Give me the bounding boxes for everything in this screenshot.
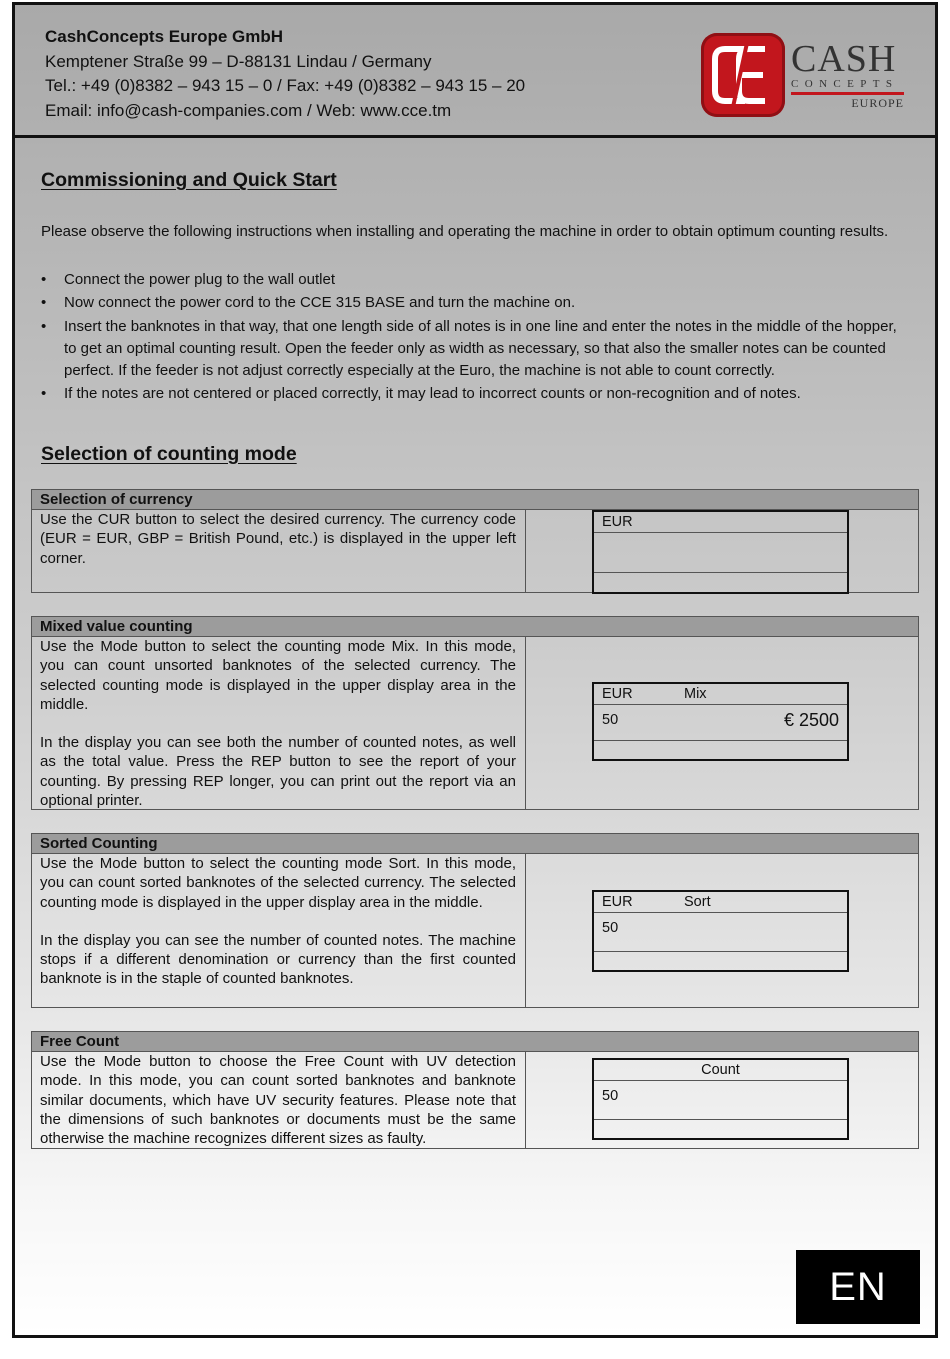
lcd-note-count: 50 — [602, 1088, 619, 1104]
section-title: Sorted Counting — [32, 834, 918, 854]
company-address: Kemptener Straße 99 – D-88131 Lindau / Germany — [45, 51, 432, 71]
list-item: • Insert the banknotes in that way, that one length side of all notes is in one line and enter the notes in the middle of the hopper, to get an optimal counting result. Open the feeder only as width as necessary, so that also the smaller notes can be counted perfect. If the feeder is not adjust correctly especially at the Euro, the machine is not able to count correctly. — [41, 317, 897, 380]
cce-logo-icon — [701, 33, 785, 117]
section-description: Use the Mode button to choose the Free Count with UV detection mode. In this mode, you can count sorted banknotes and banknote similar documents, which have UV security features. Please note that the dimensions of such banknotes or documents must be the same otherwise the machine recognizes different sizes as faulty. — [32, 1052, 526, 1148]
display-preview — [526, 510, 918, 592]
company-logo — [701, 33, 911, 119]
section-mixed-counting — [31, 616, 919, 810]
display-preview — [526, 1052, 918, 1148]
company-phone-fax: Tel.: +49 (0)8382 – 943 15 – 0 / Fax: +49 (0)8382 – 943 15 – 20 — [45, 76, 526, 95]
list-item: • If the notes are not centered or placed correctly, it may lead to incorrect counts or non-recognition and of notes. — [41, 383, 911, 405]
lcd-mode: Sort — [684, 894, 711, 910]
list-item: • Connect the power plug to the wall outlet — [41, 269, 911, 291]
counting-mode-heading: Selection of counting mode — [41, 443, 297, 465]
lcd-mode: Count — [701, 1062, 740, 1078]
language-badge: EN — [796, 1250, 920, 1324]
section-title: Selection of currency — [32, 490, 918, 510]
section-currency — [31, 489, 919, 593]
display-preview — [526, 637, 918, 809]
company-info — [45, 25, 525, 123]
section-description: Use the Mode button to select the counting mode Sort. In this mode, you can count sorted banknotes of the selected currency. The selected counting mode is displayed in the upper display area in the middle. In the display you can see the number of counted notes. The machine stops if a different denomination or currency than the first counted banknote is in the staple of counted banknotes. — [32, 854, 526, 1007]
page-header — [15, 5, 935, 138]
lcd-mode: Mix — [684, 686, 707, 702]
section-description: Use the Mode button to select the counting mode Mix. In this mode, you can count unsorted banknotes of the selected currency. The selected counting mode is displayed in the upper display area in the middle. In the display you can see both the number of counted notes, as well as the total value. Press the REP button to see the report of your counting. By pressing REP longer, you can print out the report via an optional printer. — [32, 637, 526, 809]
lcd-display — [592, 890, 849, 972]
bullet-icon: • — [41, 271, 47, 288]
company-name: CashConcepts Europe GmbH — [45, 27, 284, 46]
logo-line-europe: EUROPE — [851, 96, 904, 110]
commissioning-heading: Commissioning and Quick Start — [41, 169, 337, 191]
lcd-note-count: 50 — [602, 920, 619, 936]
logo-wordmark — [791, 38, 904, 111]
commissioning-intro: Please observe the following instructions when installing and operating the machine in order to obtain optimum counting results. — [41, 223, 889, 240]
display-preview — [526, 854, 918, 1007]
logo-line-cash: CASH — [791, 38, 897, 80]
logo-line-concepts: CONCEPTS — [791, 78, 899, 90]
company-email-web: Email: info@cash-companies.com / Web: www.cce.tm — [45, 100, 452, 120]
commissioning-steps — [41, 269, 911, 407]
section-title: Mixed value counting — [32, 617, 918, 637]
lcd-currency: EUR — [602, 894, 633, 910]
section-title: Free Count — [32, 1032, 918, 1052]
lcd-currency: EUR — [602, 514, 633, 530]
list-item: • Now connect the power cord to the CCE 315 BASE and turn the machine on. — [41, 292, 911, 314]
lcd-total-value: € 2500 — [783, 710, 839, 730]
page-frame — [12, 2, 938, 1338]
lcd-note-count: 50 — [602, 712, 619, 728]
bullet-icon: • — [41, 385, 47, 403]
lcd-display — [592, 682, 849, 761]
section-free-count — [31, 1031, 919, 1149]
section-sorted-counting — [31, 833, 919, 1008]
lcd-display — [592, 1058, 849, 1140]
bullet-icon: • — [41, 317, 47, 335]
logo-divider — [791, 92, 904, 95]
lcd-display — [592, 510, 849, 594]
lcd-currency: EUR — [602, 686, 633, 702]
section-description: Use the CUR button to select the desired currency. The currency code (EUR = EUR, GBP = British Pound, etc.) is displayed in the upper left corner. — [32, 510, 526, 592]
bullet-icon: • — [41, 294, 47, 312]
